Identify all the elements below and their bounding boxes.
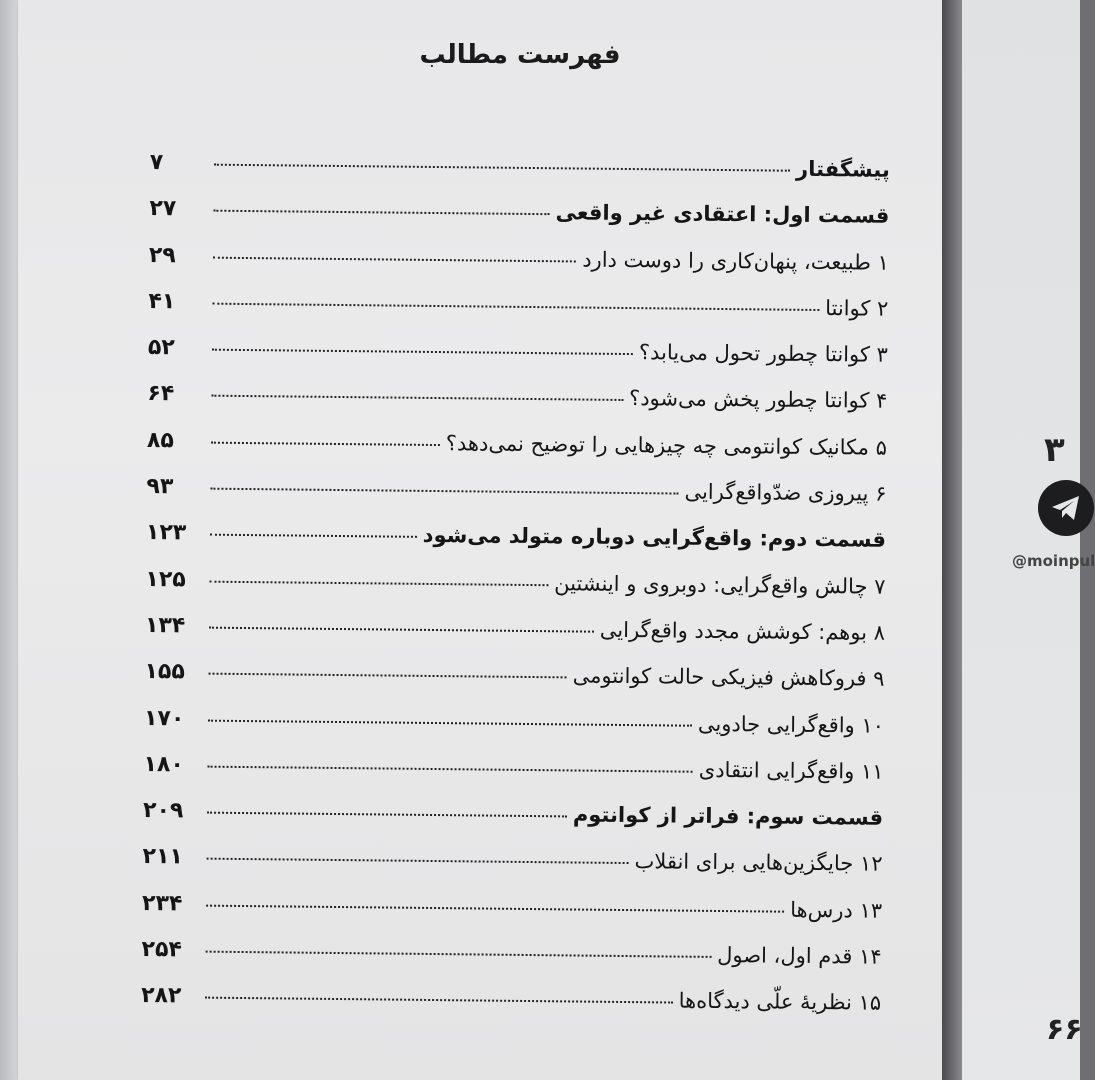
dot-leader bbox=[209, 580, 548, 586]
toc-page-number: ۲۰۹ bbox=[142, 798, 184, 824]
toc-chapter-row bbox=[144, 706, 884, 760]
toc-page-number: ۴۱ bbox=[148, 288, 176, 315]
toc-entry-title: قسمت اول: اعتقادی غیر واقعی bbox=[555, 200, 890, 229]
toc-chapter-row bbox=[142, 891, 882, 945]
dot-leader bbox=[210, 534, 417, 538]
toc-chapter-row bbox=[143, 752, 883, 806]
dot-leader bbox=[206, 904, 784, 912]
toc-entry-title: ۲ کوانتا bbox=[825, 295, 889, 321]
toc-chapter-row bbox=[148, 289, 888, 343]
toc-page-number: ۱۲۳ bbox=[145, 520, 187, 546]
toc-chapter-row bbox=[146, 474, 886, 528]
toc-entry-title: ۱۲ جایگزین‌هایی برای انقلاب bbox=[634, 849, 883, 877]
toc-entry-title: ۱۰ واقع‌گرایی جادویی bbox=[697, 711, 885, 738]
dot-leader bbox=[211, 441, 440, 445]
dot-leader bbox=[208, 765, 693, 772]
toc-entry-title: ۱ طبیعت، پنهان‌کاری را دوست دارد bbox=[582, 247, 889, 275]
toc-chapter-row bbox=[147, 381, 887, 435]
toc-page-number: ۵۲ bbox=[147, 335, 175, 361]
facing-page bbox=[962, 0, 1095, 1080]
toc-entry-title: ۴ کوانتا چطور پخش می‌شود؟ bbox=[628, 386, 888, 414]
toc-entry-title: قسمت سوم: فراتر از کوانتوم bbox=[572, 802, 884, 830]
toc-page-number: ۲۸۲ bbox=[141, 983, 182, 1009]
toc-page-number: ۸۵ bbox=[146, 427, 174, 454]
toc-page-number: ۲۵۴ bbox=[141, 937, 183, 963]
dot-leader bbox=[208, 719, 692, 726]
toc-entry-title: قسمت دوم: واقع‌گرایی دوباره متولد می‌شود bbox=[422, 523, 887, 553]
toc-page-number: ۲۳۴ bbox=[141, 890, 183, 917]
toc-page-number: ۱۳۴ bbox=[144, 612, 186, 639]
left-page-edge bbox=[0, 0, 20, 1080]
toc-part-row bbox=[143, 798, 883, 852]
toc-part-row bbox=[149, 196, 889, 250]
dot-leader bbox=[213, 256, 576, 262]
toc-page-number: ۲۱۱ bbox=[142, 844, 184, 870]
toc-part-row bbox=[146, 520, 886, 574]
toc-chapter-row bbox=[149, 243, 889, 297]
toc-chapter-row bbox=[148, 335, 888, 389]
toc-page-number: ۶۴ bbox=[147, 381, 175, 407]
facing-page-bottom-number: ۶۶ bbox=[1046, 1012, 1083, 1047]
page-title: فهرست مطالب bbox=[419, 40, 621, 70]
toc-entry-title: ۹ فروکاهش فیزیکی حالت کوانتومی bbox=[572, 663, 885, 691]
dot-leader bbox=[211, 395, 623, 401]
toc-chapter-row bbox=[141, 937, 881, 991]
toc-chapter-row bbox=[145, 567, 885, 621]
dot-leader bbox=[212, 349, 633, 355]
dot-leader bbox=[205, 997, 673, 1004]
dot-leader bbox=[206, 951, 712, 958]
toc-entry-title: ۸ بوهم: کوشش مجدد واقع‌گرایی bbox=[599, 617, 886, 645]
dot-leader bbox=[213, 210, 549, 216]
toc-entry-title: ۷ چالش واقع‌گرایی: دوبروی و اینشتین bbox=[554, 570, 886, 599]
toc-entry-title: ۱۳ درس‌ها bbox=[790, 897, 883, 923]
toc-page-number: ۹۳ bbox=[146, 474, 174, 500]
telegram-icon bbox=[1038, 480, 1094, 536]
toc-entry-title: ۵ مکانیک کوانتومی چه چیزهایی را توضیح نمی‌دهد؟ bbox=[445, 430, 888, 460]
toc-entry-title: پیشگفتار bbox=[796, 156, 890, 182]
dot-leader bbox=[212, 303, 819, 311]
toc-page-number: ۱۸۰ bbox=[143, 751, 184, 778]
dot-leader bbox=[210, 488, 678, 495]
toc-entry-title: ۱۴ قدم اول، اصول bbox=[717, 943, 882, 969]
toc-chapter-row bbox=[142, 844, 882, 898]
toc-chapter-row bbox=[144, 659, 884, 713]
toc-page-number: ۱۵۵ bbox=[144, 659, 185, 685]
table-of-contents bbox=[141, 150, 890, 1037]
facing-page-number: ۳ bbox=[1044, 430, 1065, 470]
dot-leader bbox=[207, 812, 567, 818]
toc-chapter-row bbox=[147, 428, 887, 482]
dot-leader bbox=[209, 627, 594, 633]
toc-chapter-row bbox=[141, 983, 881, 1037]
toc-page-number: ۱۷۰ bbox=[143, 705, 185, 731]
channel-handle: @moinpul bbox=[1012, 552, 1095, 570]
dot-leader bbox=[214, 164, 790, 172]
toc-page-number: ۲۹ bbox=[148, 242, 176, 268]
dot-leader bbox=[209, 673, 567, 679]
dot-leader bbox=[207, 858, 629, 864]
page-gap-shadow bbox=[942, 0, 962, 1080]
toc-page-number: ۷ bbox=[149, 150, 164, 176]
toc-page-number: ۱۲۵ bbox=[145, 566, 186, 593]
toc-chapter-row bbox=[145, 613, 885, 667]
toc-entry-title: ۱۵ نظریهٔ علّی دیدگاه‌ها bbox=[678, 988, 882, 1016]
toc-part-row bbox=[150, 150, 890, 204]
toc-entry-title: ۶ پیروزی ضدّواقع‌گرایی bbox=[684, 479, 887, 506]
toc-entry-title: ۱۱ واقع‌گرایی انتقادی bbox=[698, 757, 884, 784]
toc-entry-title: ۳ کوانتا چطور تحول می‌یابد؟ bbox=[638, 340, 889, 367]
toc-page-number: ۲۷ bbox=[149, 196, 177, 222]
